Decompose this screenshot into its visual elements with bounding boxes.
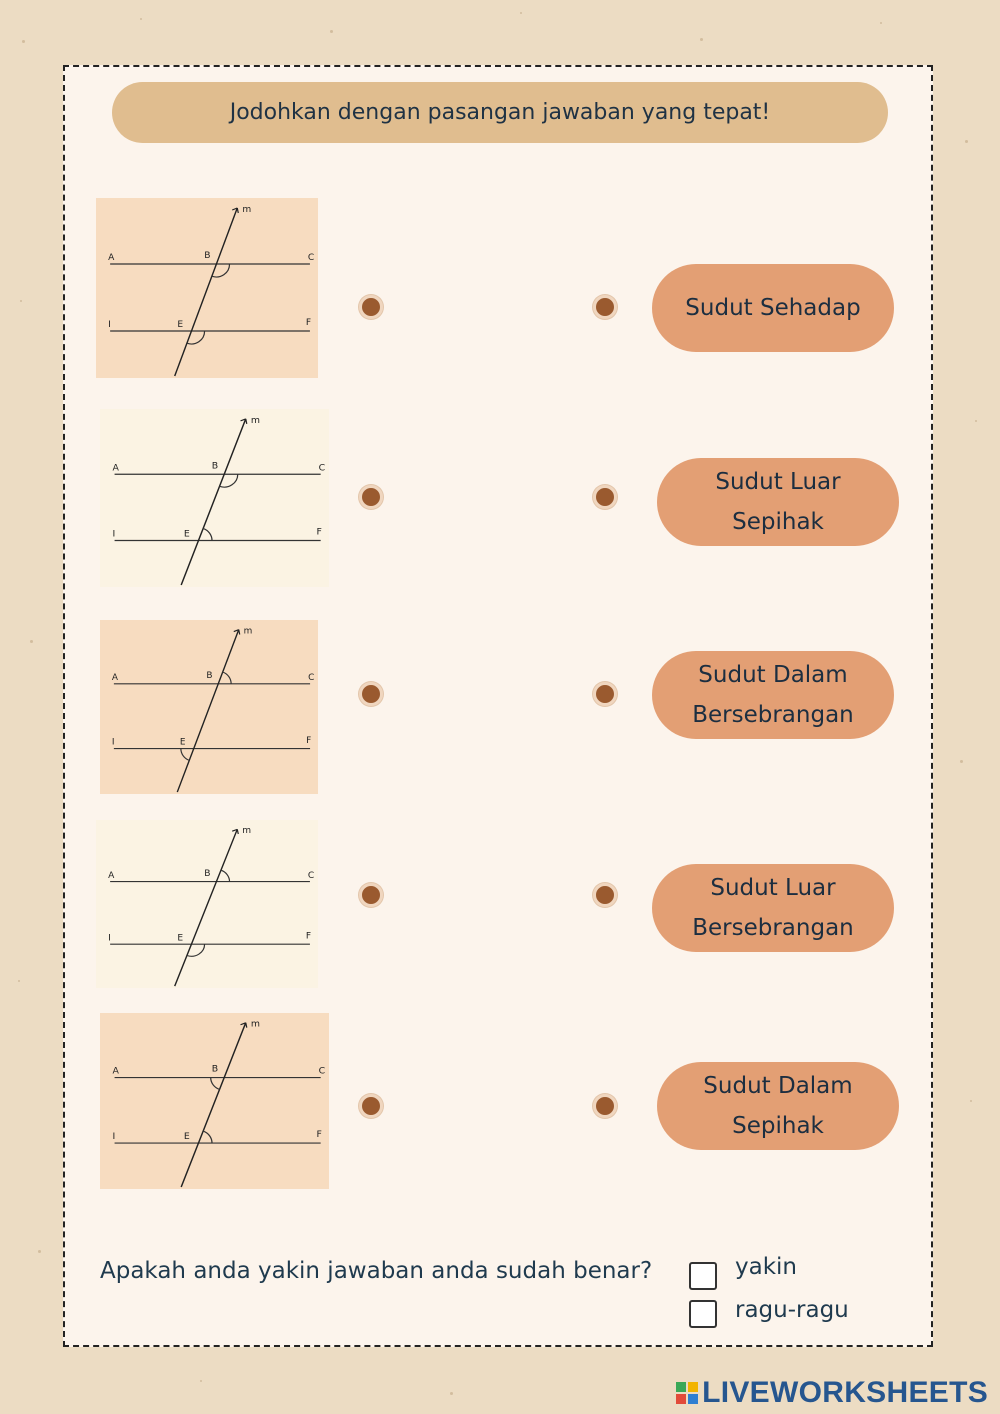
right-match-dot-4[interactable] [593, 883, 617, 907]
label-a: A [111, 673, 118, 683]
left-match-dot-5[interactable] [359, 1094, 383, 1118]
label-c: C [318, 1066, 326, 1077]
label-c: C [307, 253, 315, 263]
left-match-dot-3[interactable] [359, 682, 383, 706]
label-i: I [108, 320, 111, 330]
angle-figure-1 [96, 198, 318, 378]
label-m: m [250, 1019, 261, 1030]
label-f: F [305, 318, 312, 328]
label-c: C [318, 463, 326, 474]
answer-line-1: Sudut Luar [710, 875, 836, 901]
answer-line-1: Sudut Dalam [703, 1073, 853, 1099]
label-a: A [112, 463, 119, 474]
answer-line-2: Sepihak [732, 1113, 824, 1139]
answer-sudut-luar-bersebrangan [652, 864, 894, 952]
label-m: m [250, 416, 261, 426]
answer-line-2: Bersebrangan [692, 915, 854, 941]
label-b: B [204, 869, 211, 879]
answer-line-1: Sudut Dalam [698, 662, 848, 688]
answer-line-2: Sepihak [732, 509, 824, 535]
label-e: E [177, 933, 184, 944]
angle-figure-4 [96, 820, 318, 988]
answer-line-1: Sudut Luar [715, 469, 841, 495]
label-m: m [243, 626, 253, 637]
label-f: F [316, 1130, 322, 1141]
label-a: A [108, 253, 115, 263]
brand-text: LIVEWORKSHEETS [702, 1376, 988, 1409]
right-match-dot-2[interactable] [593, 485, 617, 509]
answer-sudut-sehadap [652, 264, 894, 352]
label-i: I [111, 737, 115, 748]
confirmation-question: Apakah anda yakin jawaban anda sudah benar? [100, 1258, 653, 1284]
left-match-dot-2[interactable] [359, 485, 383, 509]
label-b: B [211, 461, 219, 472]
checkbox-ragu-ragu[interactable] [689, 1300, 717, 1328]
liveworksheets-logo-icon [676, 1382, 698, 1404]
label-f: F [305, 931, 312, 942]
answer-sudut-luar-sepihak [657, 458, 899, 546]
right-match-dot-1[interactable] [593, 295, 617, 319]
option-label-yakin: yakin [735, 1254, 797, 1280]
label-i: I [112, 1132, 116, 1143]
angle-figure-3 [100, 620, 318, 794]
label-b: B [211, 1064, 219, 1075]
label-m: m [242, 205, 252, 215]
answer-line-1: Sudut Sehadap [685, 295, 861, 321]
label-e: E [183, 1132, 190, 1143]
label-a: A [108, 871, 115, 881]
answer-sudut-dalam-bersebrangan [652, 651, 894, 739]
left-match-dot-4[interactable] [359, 883, 383, 907]
right-match-dot-3[interactable] [593, 682, 617, 706]
angle-figure-5 [100, 1013, 329, 1189]
answer-sudut-dalam-sepihak [657, 1062, 899, 1150]
label-m: m [242, 826, 252, 836]
checkbox-yakin[interactable] [689, 1262, 717, 1290]
option-label-ragu-ragu: ragu-ragu [735, 1297, 849, 1323]
label-b: B [204, 251, 211, 261]
left-match-dot-1[interactable] [359, 295, 383, 319]
label-f: F [316, 527, 322, 538]
label-b: B [206, 671, 213, 681]
label-i: I [108, 933, 111, 944]
label-f: F [306, 735, 312, 746]
right-match-dot-5[interactable] [593, 1094, 617, 1118]
instruction-text: Jodohkan dengan pasangan jawaban yang tepat! [229, 100, 771, 125]
liveworksheets-logo [676, 1376, 988, 1410]
angle-figure-2 [100, 409, 329, 587]
label-e: E [179, 737, 186, 748]
label-i: I [112, 529, 116, 540]
answer-line-2: Bersebrangan [692, 702, 854, 728]
label-c: C [307, 871, 315, 881]
label-c: C [308, 673, 315, 683]
label-a: A [112, 1066, 119, 1077]
instruction-banner [112, 82, 888, 143]
label-e: E [177, 320, 184, 330]
label-e: E [183, 529, 190, 540]
